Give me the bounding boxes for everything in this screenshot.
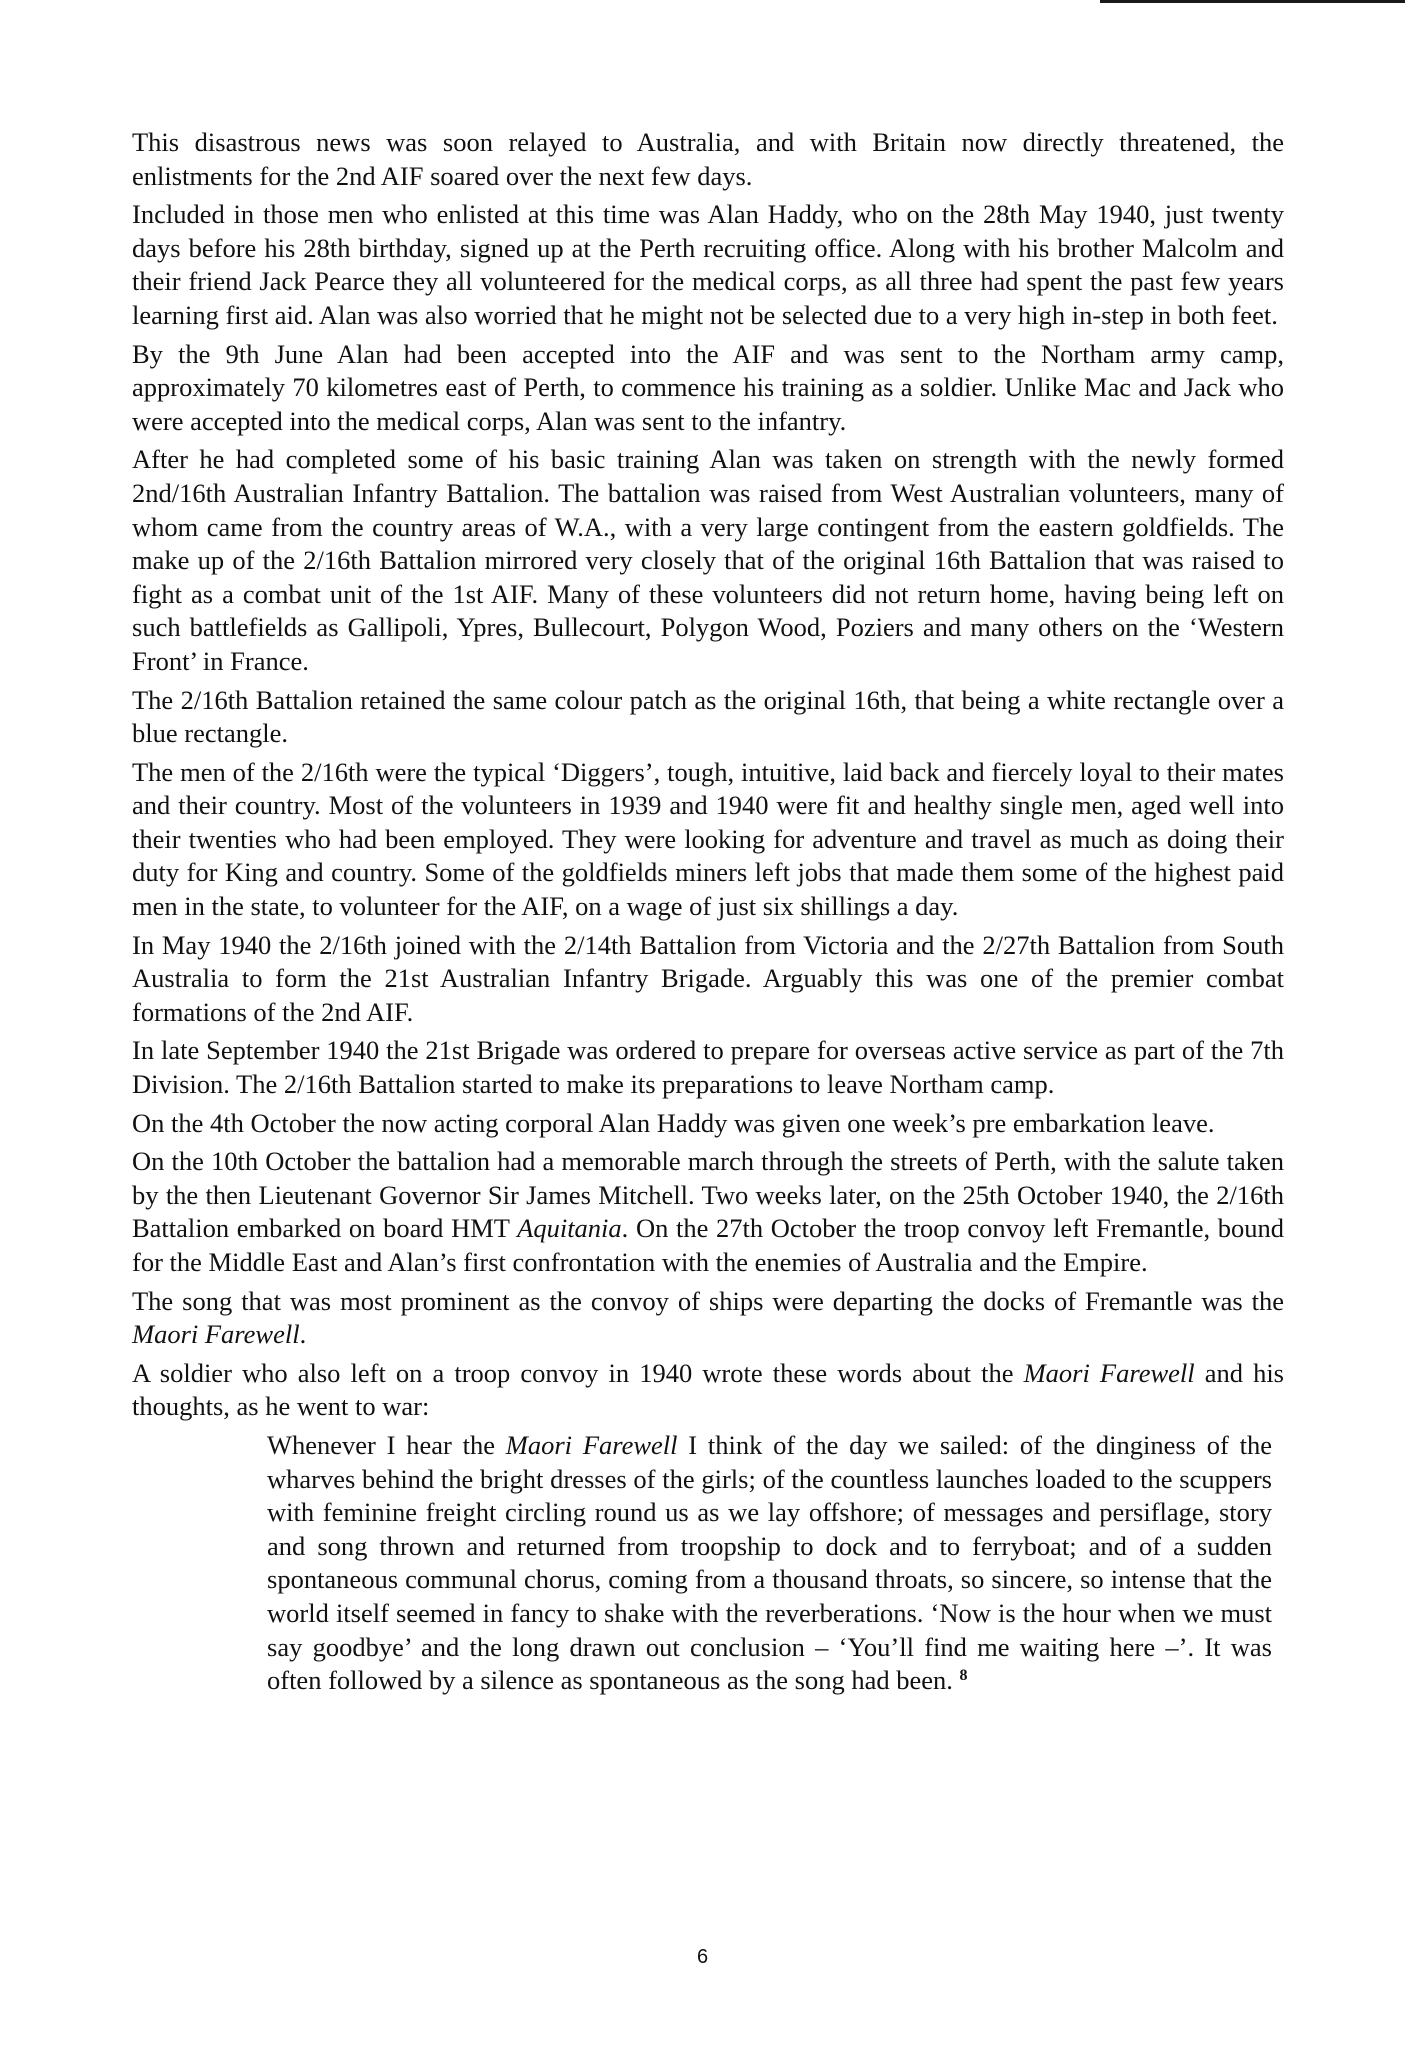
paragraph-7: In May 1940 the 2/16th joined with the 2/14th Battalion from Victoria and the 2/27th Battalion from South Australia to form the 21st Australian Infantry Brigade. Arguably this was one of the premier combat formations of the 2nd AIF. <box>132 929 1284 1027</box>
paragraph-12-text-b: and his thoughts, as he went to war: <box>132 1357 1284 1422</box>
paragraph-11 <box>132 1285 1284 1352</box>
paragraph-11-text-b: . <box>299 1319 307 1350</box>
footnote-marker: 8 <box>959 1667 968 1685</box>
paragraph-8: In late September 1940 the 21st Brigade was ordered to prepare for overseas active service as part of the 7th Division. The 2/16th Battalion started to make its preparations to leave Northam camp. <box>132 1035 1284 1100</box>
paragraph-3: By the 9th June Alan had been accepted into the AIF and was sent to the Northam army camp, approximately 70 kilometres east of Perth, to commence his training as a soldier. Unlike Mac and Jack who were accepted into the medical corps, Alan was sent to the infantry. <box>132 338 1284 436</box>
paragraph-12 <box>132 1357 1284 1424</box>
block-quote <box>267 1429 1272 1698</box>
page-number: 6 <box>696 1946 709 1968</box>
paragraph-10-text-b: . On the 27th October the troop convoy left Fremantle, bound for the Middle East and Alan’s first confrontation with the enemies of Australia and the Empire. <box>132 1213 1284 1277</box>
song-title: Maori Farewell <box>1023 1357 1195 1388</box>
paragraph-4: After he had completed some of his basic training Alan was taken on strength with the newly formed 2nd/16th Australian Infantry Battalion. The battalion was raised from West Australian volunteers, many of whom came from the country areas of W.A., with a very large contingent from the eastern goldfields. The make up of the 2/16th Battalion mirrored very closely that of the original 16th Battalion that was raised to fight as a combat unit of the 1st AIF. Many of these volunteers did not return home, having being left on such battlefields as Gallipoli, Ypres, Bullecourt, Polygon Wood, Poziers and many others on the ‘Western Front’ in France. <box>132 444 1284 676</box>
quote-text-b: I think of the day we sailed: of the dinginess of the wharves behind the bright dresses of the girls; of the countless launches loaded to the scuppers with feminine freight circling round us as we lay offshore; of messages and persiflage, story and song thrown and returned from troopship to dock and to ferryboat; and of a sudden spontaneous communal chorus, coming from a thousand throats, so sincere, so intense that the world itself seemed in fancy to shake with the reverberations. ‘Now is the hour when we must say goodbye’ and the long drawn out conclusion – ‘You’ll find me waiting here –’. It was often followed by a silence as spontaneous as the song had been. <box>267 1429 1272 1696</box>
paragraph-6: The men of the 2/16th were the typical ‘Diggers’, tough, intuitive, laid back and fiercely loyal to their mates and their country. Most of the volunteers in 1939 and 1940 were fit and healthy single men, aged well into their twenties who had been employed. They were looking for adventure and travel as much as doing their duty for King and country. Some of the goldfields miners left jobs that made them some of the highest paid men in the state, to volunteer for the AIF, on a wage of just six shillings a day. <box>132 756 1284 922</box>
paragraph-1: This disastrous news was soon relayed to Australia, and with Britain now directly threatened, the enlistments for the 2nd AIF soared over the next few days. <box>132 127 1284 191</box>
paragraph-10-text-a: On the 10th October the battalion had a memorable march through the streets of Perth, with the salute taken by the then Lieutenant Governor Sir James Mitchell. Two weeks later, on the 25th October 1940, the 2/16th Battalion embarked on board HMT <box>132 1146 1284 1244</box>
top-edge-rule <box>1100 0 1405 3</box>
quote-text-a: Whenever I hear the <box>267 1429 506 1460</box>
paragraph-5: The 2/16th Battalion retained the same colour patch as the original 16th, that being a white rectangle over a blue rectangle. <box>132 684 1284 749</box>
paragraph-10 <box>132 1145 1284 1279</box>
paragraph-2: Included in those men who enlisted at this time was Alan Haddy, who on the 28th May 1940, just twenty days before his 28th birthday, signed up at the Perth recruiting office. Along with his brother Malcolm and their friend Jack Pearce they all volunteered for the medical corps, as all three had spent the past few years learning first aid. Alan was also worried that he might not be selected due to a very high in-step in both feet. <box>132 199 1284 330</box>
ship-name: Aquitania <box>517 1213 622 1244</box>
page-body <box>132 126 1284 1698</box>
paragraph-12-text-a: A soldier who also left on a troop convoy in 1940 wrote these words about the <box>132 1357 1024 1388</box>
paragraph-9: On the 4th October the now acting corporal Alan Haddy was given one week’s pre embarkation leave. <box>132 1107 1215 1138</box>
song-title: Maori Farewell <box>132 1319 300 1350</box>
song-title: Maori Farewell <box>505 1429 678 1460</box>
paragraph-11-text-a: The song that was most prominent as the convoy of ships were departing the docks of Fremantle was the <box>132 1285 1284 1316</box>
